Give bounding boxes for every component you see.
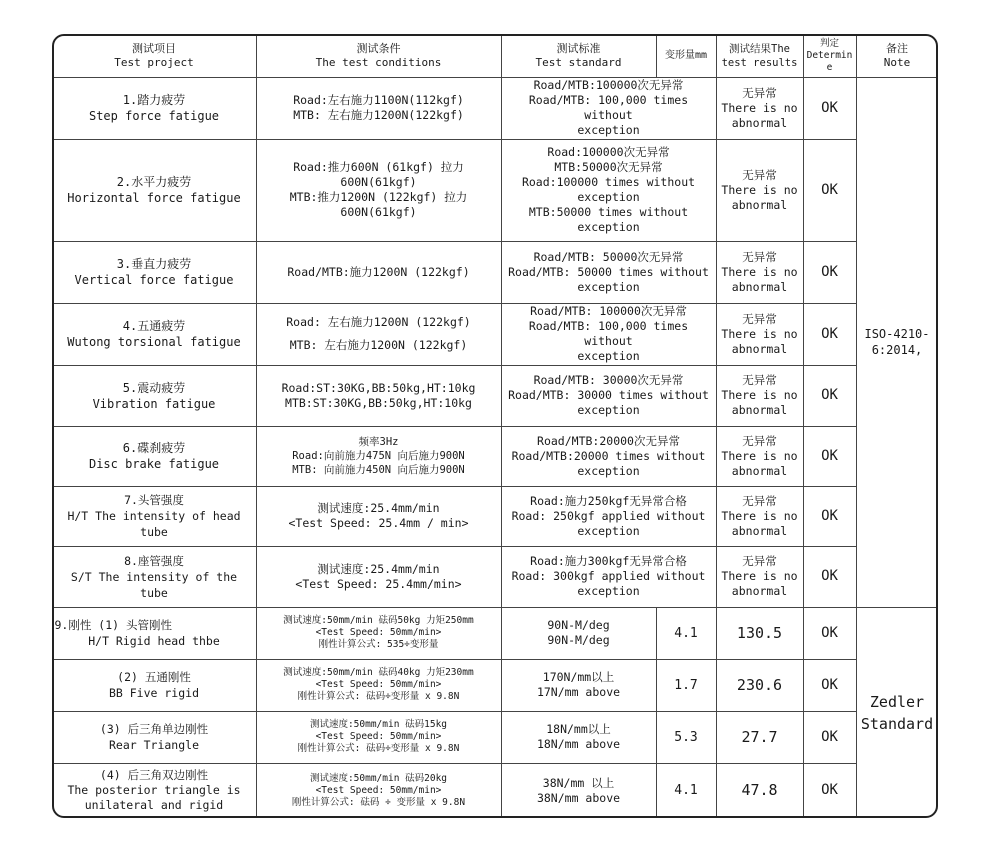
test-standard-cell: 170N/mm以上 17N/mm above (501, 659, 656, 711)
determine-cell: OK (803, 303, 856, 365)
test-result-cell: 无异常 There is no abnormal (716, 546, 803, 607)
test-conditions-cell: 测试速度:50mm/min 砝码40kg 力矩230mm <Test Speed: 50mm/min> 刚性计算公式: 砝码÷变形量 x 9.8N (256, 659, 501, 711)
test-conditions-cell: 测试速度:25.4mm/min <Test Speed: 25.4mm/min> (256, 546, 501, 607)
test-result-cell: 130.5 (716, 607, 803, 659)
table-row (52, 546, 938, 607)
table-row (52, 486, 938, 546)
table-row (52, 365, 938, 426)
test-project-cell: 2.水平力疲劳 Horizontal force fatigue (52, 139, 256, 241)
test-standard-cell: Road/MTB: 30000次无异常 Road/MTB: 30000 times without exception (501, 365, 716, 426)
table-row (52, 711, 938, 763)
header-standard: 测试标准 Test standard (501, 34, 656, 77)
test-conditions-cell: Road:ST:30KG,BB:50kg,HT:10kg MTB:ST:30KG,BB:50kg,HT:10kg (256, 365, 501, 426)
test-result-cell: 230.6 (716, 659, 803, 711)
test-project-cell: 7.头管强度 H/T The intensity of head tube (52, 486, 256, 546)
header-project: 测试项目 Test project (52, 34, 256, 77)
test-conditions-cell: Road: 左右施力1200N (122kgf) MTB: 左右施力1200N (122kgf) (256, 303, 501, 365)
header-results: 测试结果The test results (716, 34, 803, 77)
test-standard-cell: Road:施力300kgf无异常合格 Road: 300kgf applied without exception (501, 546, 716, 607)
test-project-cell: (3) 后三角单边刚性 Rear Triangle (52, 711, 256, 763)
note-zedler-cell: Zedler Standard (856, 607, 938, 818)
test-conditions-cell: 测试速度:25.4mm/min <Test Speed: 25.4mm / min> (256, 486, 501, 546)
header-determine: 判定 Determin e (803, 34, 856, 77)
deformation-cell: 1.7 (656, 659, 716, 711)
test-conditions-cell: Road/MTB:施力1200N (122kgf) (256, 241, 501, 303)
test-project-cell: (4) 后三角双边刚性 The posterior triangle is unilateral and rigid (52, 763, 256, 818)
test-standard-cell: 90N-M/deg 90N-M/deg (501, 607, 656, 659)
test-conditions-cell: 测试速度:50mm/min 砝码15kg <Test Speed: 50mm/min> 刚性计算公式: 砝码÷变形量 x 9.8N (256, 711, 501, 763)
table-row (52, 659, 938, 711)
test-project-cell: 8.座管强度 S/T The intensity of the tube (52, 546, 256, 607)
table-row (52, 241, 938, 303)
test-project-cell: 5.震动疲劳 Vibration fatigue (52, 365, 256, 426)
test-project-cell: 9.刚性 (1) 头管刚性 H/T Rigid head thbe (52, 607, 256, 659)
test-result-cell: 无异常 There is no abnormal (716, 139, 803, 241)
test-result-cell: 27.7 (716, 711, 803, 763)
table-row (52, 303, 938, 365)
header-deformation: 变形量mm (656, 34, 716, 77)
table-row (52, 77, 938, 139)
test-project-cell: 6.碟刹疲劳 Disc brake fatigue (52, 426, 256, 486)
table-row (52, 426, 938, 486)
test-standard-cell: Road/MTB:20000次无异常 Road/MTB:20000 times without exception (501, 426, 716, 486)
table-row (52, 139, 938, 241)
determine-cell: OK (803, 607, 856, 659)
test-standard-cell: Road/MTB: 100000次无异常 Road/MTB: 100,000 times without exception (501, 303, 716, 365)
header-conditions: 测试条件 The test conditions (256, 34, 501, 77)
determine-cell: OK (803, 711, 856, 763)
determine-cell: OK (803, 139, 856, 241)
test-standard-cell: 18N/mm以上 18N/mm above (501, 711, 656, 763)
test-result-cell: 无异常 There is no abnormal (716, 365, 803, 426)
test-conditions-cell: 频率3Hz Road:向前施力475N 向后施力900N MTB: 向前施力450N 向后施力900N (256, 426, 501, 486)
header-row (52, 34, 938, 77)
test-result-cell: 无异常 There is no abnormal (716, 77, 803, 139)
determine-cell: OK (803, 763, 856, 818)
test-conditions-cell: Road:推力600N (61kgf) 拉力 600N(61kgf) MTB:推力1200N (122kgf) 拉力 600N(61kgf) (256, 139, 501, 241)
test-report-frame (52, 34, 938, 818)
determine-cell: OK (803, 546, 856, 607)
note-iso-cell: ISO-4210- 6:2014, (856, 77, 938, 607)
test-standard-cell: Road/MTB: 50000次无异常 Road/MTB: 50000 times without exception (501, 241, 716, 303)
determine-cell: OK (803, 426, 856, 486)
determine-cell: OK (803, 486, 856, 546)
test-result-cell: 47.8 (716, 763, 803, 818)
determine-cell: OK (803, 365, 856, 426)
test-conditions-cell: 测试速度:50mm/min 砝码20kg <Test Speed: 50mm/min> 刚性计算公式: 砝码 ÷ 变形量 x 9.8N (256, 763, 501, 818)
deformation-cell: 4.1 (656, 763, 716, 818)
determine-cell: OK (803, 241, 856, 303)
header-note: 备注 Note (856, 34, 938, 77)
deformation-cell: 5.3 (656, 711, 716, 763)
table-row (52, 763, 938, 818)
test-standard-cell: 38N/mm 以上 38N/mm above (501, 763, 656, 818)
test-result-cell: 无异常 There is no abnormal (716, 426, 803, 486)
test-standard-cell: Road/MTB:100000次无异常 Road/MTB: 100,000 times without exception (501, 77, 716, 139)
test-project-cell: (2) 五通刚性 BB Five rigid (52, 659, 256, 711)
test-result-cell: 无异常 There is no abnormal (716, 241, 803, 303)
test-report-table (52, 34, 938, 818)
deformation-cell: 4.1 (656, 607, 716, 659)
determine-cell: OK (803, 659, 856, 711)
test-standard-cell: Road:施力250kgf无异常合格 Road: 250kgf applied without exception (501, 486, 716, 546)
determine-cell: OK (803, 77, 856, 139)
test-result-cell: 无异常 There is no abnormal (716, 486, 803, 546)
test-conditions-cell: 测试速度:50mm/min 砝码50kg 力矩250mm <Test Speed: 50mm/min> 刚性计算公式: 535÷变形量 (256, 607, 501, 659)
test-project-cell: 1.踏力疲劳 Step force fatigue (52, 77, 256, 139)
test-project-cell: 3.垂直力疲劳 Vertical force fatigue (52, 241, 256, 303)
table-row (52, 607, 938, 659)
test-standard-cell: Road:100000次无异常 MTB:50000次无异常 Road:100000 times without exception MTB:50000 times without exception (501, 139, 716, 241)
test-result-cell: 无异常 There is no abnormal (716, 303, 803, 365)
test-conditions-cell: Road:左右施力1100N(112kgf) MTB: 左右施力1200N(122kgf) (256, 77, 501, 139)
test-project-cell: 4.五通疲劳 Wutong torsional fatigue (52, 303, 256, 365)
